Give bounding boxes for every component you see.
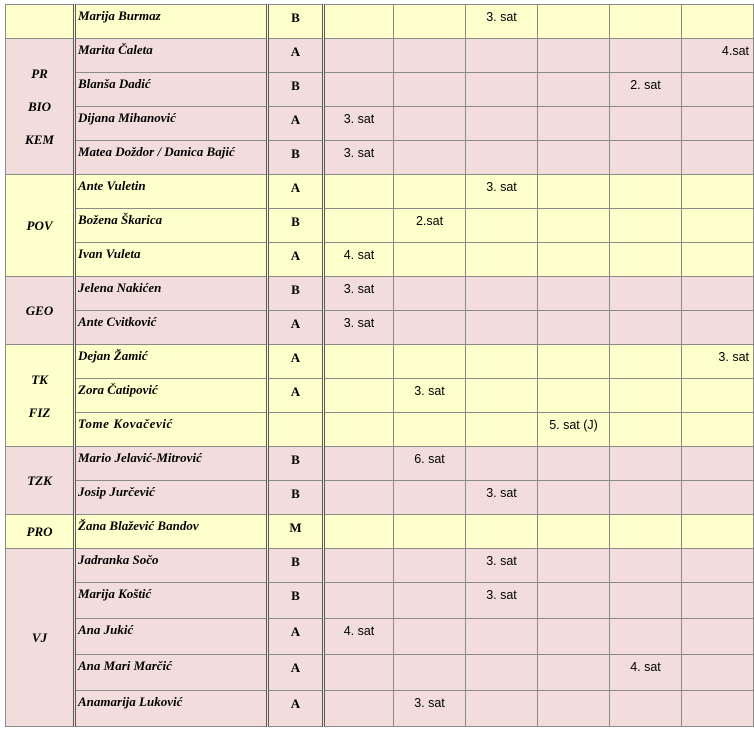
slot-cell xyxy=(682,549,754,583)
table-row xyxy=(6,277,754,311)
teacher-name: Ante Vuletin xyxy=(75,175,268,209)
table-row xyxy=(6,515,754,549)
slot-cell xyxy=(394,311,466,345)
slot-cell xyxy=(538,345,610,379)
subject-label: VJ xyxy=(31,630,48,645)
slot-cell xyxy=(538,175,610,209)
slot-cell xyxy=(324,175,394,209)
slot-cell xyxy=(538,515,610,549)
slot-cell xyxy=(610,515,682,549)
slot-cell xyxy=(682,107,754,141)
slot-cell xyxy=(324,447,394,481)
slot-cell xyxy=(394,39,466,73)
subject-group xyxy=(6,549,75,727)
shift-cell: B xyxy=(268,481,324,515)
table-row xyxy=(6,39,754,73)
slot-cell xyxy=(682,141,754,175)
teacher-name: Matea Doždor / Danica Bajić xyxy=(75,141,268,175)
table-row xyxy=(6,619,754,655)
slot-cell xyxy=(394,413,466,447)
shift-cell: B xyxy=(268,5,324,39)
table-row xyxy=(6,413,754,447)
slot-cell xyxy=(538,691,610,727)
slot-cell xyxy=(682,175,754,209)
shift-cell: A xyxy=(268,655,324,691)
slot-cell xyxy=(682,277,754,311)
slot-cell: 3. sat xyxy=(682,345,754,379)
slot-cell xyxy=(324,73,394,107)
table-row xyxy=(6,345,754,379)
slot-cell xyxy=(682,691,754,727)
slot-cell xyxy=(610,413,682,447)
teacher-name: Božena Škarica xyxy=(75,209,268,243)
table-row xyxy=(6,655,754,691)
slot-cell: 4. sat xyxy=(610,655,682,691)
slot-cell xyxy=(682,379,754,413)
slot-cell xyxy=(682,515,754,549)
shift-cell: A xyxy=(268,107,324,141)
table-row xyxy=(6,481,754,515)
table-row xyxy=(6,583,754,619)
slot-cell: 4.sat xyxy=(682,39,754,73)
subject-label: FIZ xyxy=(28,404,51,420)
slot-cell xyxy=(324,549,394,583)
table-row xyxy=(6,175,754,209)
teacher-name: Zora Čatipović xyxy=(75,379,268,413)
shift-cell: A xyxy=(268,39,324,73)
slot-cell: 3. sat xyxy=(324,311,394,345)
slot-cell: 3. sat xyxy=(466,481,538,515)
teacher-name: Ana Mari Marčić xyxy=(75,655,268,691)
slot-cell xyxy=(394,583,466,619)
slot-cell xyxy=(682,73,754,107)
slot-cell: 5. sat (J) xyxy=(538,413,610,447)
slot-cell: 3. sat xyxy=(466,549,538,583)
slot-cell xyxy=(394,655,466,691)
slot-cell xyxy=(466,413,538,447)
slot-cell xyxy=(394,5,466,39)
teacher-name: Josip Jurčević xyxy=(75,481,268,515)
slot-cell xyxy=(394,345,466,379)
slot-cell: 3. sat xyxy=(324,141,394,175)
slot-cell xyxy=(538,447,610,481)
slot-cell xyxy=(538,311,610,345)
slot-cell xyxy=(538,583,610,619)
shift-cell: B xyxy=(268,277,324,311)
slot-cell xyxy=(394,243,466,277)
subject-label: PRO xyxy=(26,524,53,539)
shift-cell: B xyxy=(268,583,324,619)
shift-cell: A xyxy=(268,379,324,413)
slot-cell xyxy=(394,107,466,141)
teacher-name: Anamarija Luković xyxy=(75,691,268,727)
slot-cell xyxy=(324,481,394,515)
slot-cell: 3. sat xyxy=(466,175,538,209)
slot-cell xyxy=(682,619,754,655)
teacher-name: Tome Kovačević xyxy=(75,413,268,447)
slot-cell xyxy=(324,691,394,727)
slot-cell xyxy=(538,481,610,515)
slot-cell xyxy=(324,583,394,619)
slot-cell xyxy=(394,175,466,209)
shift-cell: A xyxy=(268,311,324,345)
slot-cell xyxy=(682,413,754,447)
table-row xyxy=(6,73,754,107)
slot-cell xyxy=(610,447,682,481)
subject-label: BIO xyxy=(27,99,52,114)
subject-label: POV xyxy=(26,218,53,233)
slot-cell xyxy=(538,379,610,413)
slot-cell xyxy=(682,243,754,277)
slot-cell xyxy=(394,619,466,655)
slot-cell xyxy=(682,583,754,619)
slot-cell xyxy=(610,345,682,379)
teacher-name: Marija Burmaz xyxy=(75,5,268,39)
slot-cell xyxy=(466,691,538,727)
slot-cell xyxy=(466,243,538,277)
slot-cell xyxy=(610,549,682,583)
shift-cell xyxy=(268,413,324,447)
slot-cell xyxy=(466,73,538,107)
slot-cell xyxy=(394,549,466,583)
slot-cell xyxy=(324,413,394,447)
teacher-name: Dejan Žamić xyxy=(75,345,268,379)
slot-cell xyxy=(324,379,394,413)
slot-cell xyxy=(538,209,610,243)
slot-cell xyxy=(538,141,610,175)
shift-cell: A xyxy=(268,619,324,655)
slot-cell xyxy=(538,243,610,277)
slot-cell xyxy=(538,107,610,141)
slot-cell xyxy=(538,73,610,107)
table-row xyxy=(6,209,754,243)
slot-cell xyxy=(610,311,682,345)
teacher-name: Blanša Dadić xyxy=(75,73,268,107)
schedule-table xyxy=(5,4,754,727)
slot-cell xyxy=(610,107,682,141)
table-row xyxy=(6,549,754,583)
table-row xyxy=(6,243,754,277)
slot-cell xyxy=(610,243,682,277)
subject-label: PR xyxy=(31,66,48,81)
slot-cell xyxy=(682,447,754,481)
subject-label: TZK xyxy=(27,473,52,488)
subject-label: GEO xyxy=(25,303,54,318)
slot-cell xyxy=(394,73,466,107)
slot-cell: 3. sat xyxy=(466,5,538,39)
slot-cell xyxy=(466,311,538,345)
subject-group xyxy=(6,447,75,515)
slot-cell: 2.sat xyxy=(394,209,466,243)
slot-cell xyxy=(466,107,538,141)
slot-cell xyxy=(610,5,682,39)
slot-cell xyxy=(682,209,754,243)
teacher-name: Mario Jelavić-Mitrović xyxy=(75,447,268,481)
slot-cell xyxy=(466,277,538,311)
subject-group xyxy=(6,345,75,447)
shift-cell: B xyxy=(268,549,324,583)
slot-cell: 3. sat xyxy=(394,691,466,727)
slot-cell xyxy=(610,481,682,515)
slot-cell xyxy=(466,39,538,73)
slot-cell xyxy=(394,277,466,311)
slot-cell xyxy=(538,549,610,583)
slot-cell xyxy=(682,311,754,345)
slot-cell: 3. sat xyxy=(324,277,394,311)
shift-cell: M xyxy=(268,515,324,549)
shift-cell: A xyxy=(268,175,324,209)
subject-label: TK xyxy=(31,371,48,387)
slot-cell xyxy=(324,655,394,691)
slot-cell xyxy=(610,583,682,619)
slot-cell: 3. sat xyxy=(466,583,538,619)
slot-cell xyxy=(610,277,682,311)
table-row xyxy=(6,141,754,175)
teacher-name: Jadranka Sočo xyxy=(75,549,268,583)
slot-cell xyxy=(610,209,682,243)
slot-cell: 3. sat xyxy=(394,379,466,413)
slot-cell xyxy=(394,481,466,515)
table-row xyxy=(6,379,754,413)
slot-cell xyxy=(466,515,538,549)
table-row xyxy=(6,691,754,727)
slot-cell: 3. sat xyxy=(324,107,394,141)
subject-group xyxy=(6,277,75,345)
teacher-name: Jelena Nakićen xyxy=(75,277,268,311)
slot-cell xyxy=(682,655,754,691)
slot-cell xyxy=(466,655,538,691)
teacher-name: Ante Cvitković xyxy=(75,311,268,345)
slot-cell: 6. sat xyxy=(394,447,466,481)
table-row xyxy=(6,5,754,39)
slot-cell xyxy=(610,175,682,209)
slot-cell xyxy=(682,481,754,515)
slot-cell xyxy=(610,691,682,727)
slot-cell xyxy=(466,209,538,243)
slot-cell xyxy=(324,345,394,379)
slot-cell xyxy=(324,209,394,243)
slot-cell xyxy=(466,345,538,379)
shift-cell: A xyxy=(268,243,324,277)
teacher-name: Ivan Vuleta xyxy=(75,243,268,277)
slot-cell xyxy=(466,447,538,481)
slot-cell xyxy=(538,619,610,655)
slot-cell xyxy=(466,379,538,413)
slot-cell: 2. sat xyxy=(610,73,682,107)
slot-cell xyxy=(324,39,394,73)
subject-group xyxy=(6,39,75,175)
slot-cell xyxy=(324,515,394,549)
slot-cell xyxy=(682,5,754,39)
slot-cell xyxy=(466,141,538,175)
slot-cell xyxy=(610,619,682,655)
slot-cell: 4. sat xyxy=(324,619,394,655)
slot-cell xyxy=(538,39,610,73)
teacher-name: Žana Blažević Bandov xyxy=(75,515,268,549)
subject-group xyxy=(6,175,75,277)
slot-cell xyxy=(538,655,610,691)
teacher-name: Dijana Mihanović xyxy=(75,107,268,141)
slot-cell xyxy=(610,141,682,175)
slot-cell xyxy=(610,379,682,413)
slot-cell xyxy=(610,39,682,73)
table-row xyxy=(6,447,754,481)
slot-cell: 4. sat xyxy=(324,243,394,277)
slot-cell xyxy=(394,515,466,549)
table-row xyxy=(6,311,754,345)
shift-cell: B xyxy=(268,141,324,175)
teacher-name: Marija Koštić xyxy=(75,583,268,619)
slot-cell xyxy=(466,619,538,655)
slot-cell xyxy=(324,5,394,39)
table-row xyxy=(6,107,754,141)
teacher-name: Marita Čaleta xyxy=(75,39,268,73)
shift-cell: B xyxy=(268,73,324,107)
slot-cell xyxy=(538,5,610,39)
shift-cell: A xyxy=(268,691,324,727)
slot-cell xyxy=(538,277,610,311)
shift-cell: A xyxy=(268,345,324,379)
subject-group xyxy=(6,515,75,549)
teacher-name: Ana Jukić xyxy=(75,619,268,655)
slot-cell xyxy=(394,141,466,175)
shift-cell: B xyxy=(268,447,324,481)
subject-group-empty xyxy=(6,5,75,39)
subject-label: KEM xyxy=(25,132,54,147)
shift-cell: B xyxy=(268,209,324,243)
